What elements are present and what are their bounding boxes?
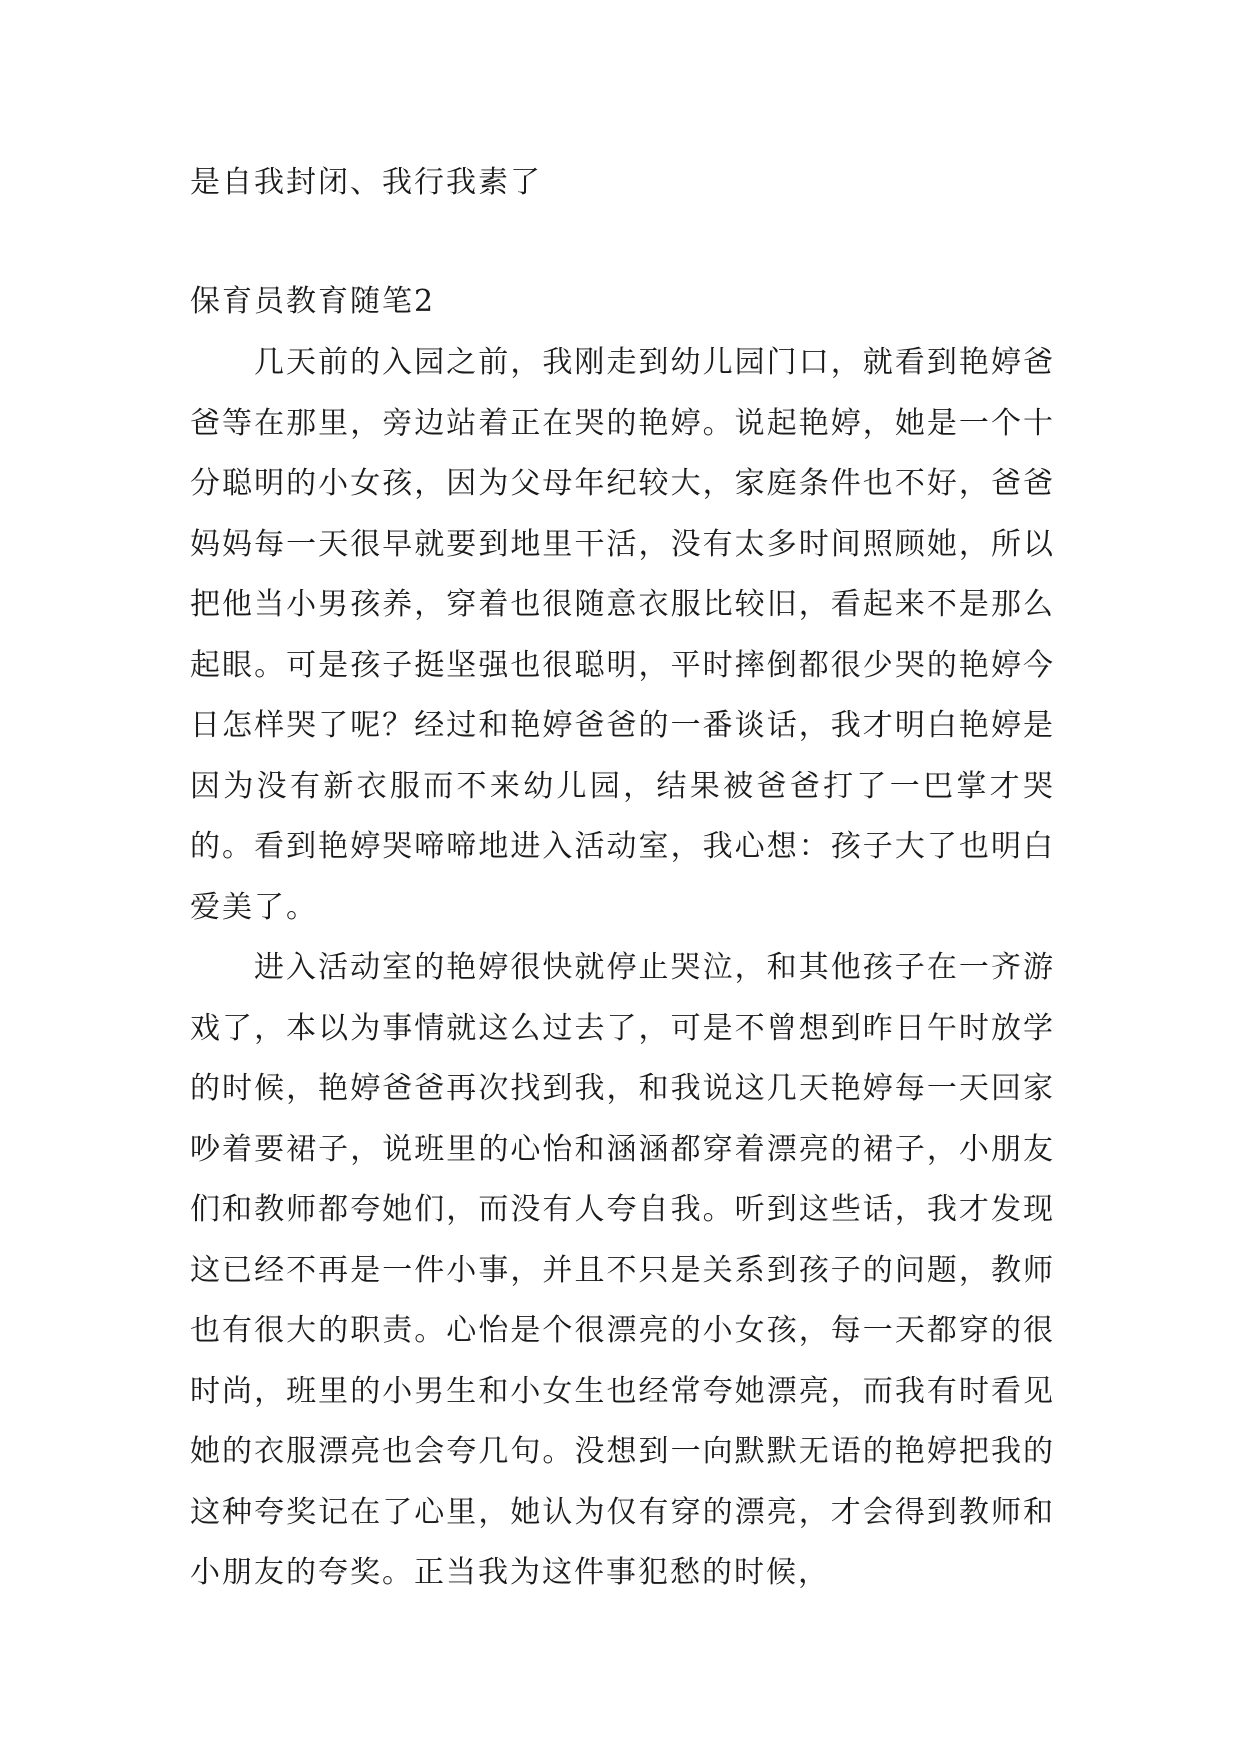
paragraph-1: 几天前的入园之前，我刚走到幼儿园门口，就看到艳婷爸爸等在那里，旁边站着正在哭的艳婷。说起艳婷，她是一个十分聪明的小女孩，因为父母年纪较大，家庭条件也不好，爸爸妈妈每一天很早就要到地里干活，没有太多时间照顾她，所以把他当小男孩养，穿着也很随意衣服比较旧，看起来不是那么起眼。可是孩子挺坚强也很聪明，平时摔倒都很少哭的艳婷今日怎样哭了呢？经过和艳婷爸爸的一番谈话，我才明白艳婷是因为没有新衣服而不来幼儿园，结果被爸爸打了一巴掌才哭的。看到艳婷哭啼啼地进入活动室，我心想：孩子大了也明白爱美了。 <box>190 345 1055 925</box>
section-title: 保育员教育随笔2 <box>190 284 436 319</box>
body-text <box>190 333 1055 1604</box>
paragraph-2: 进入活动室的艳婷很快就停止哭泣，和其他孩子在一齐游戏了，本以为事情就这么过去了，可是不曾想到昨日午时放学的时候，艳婷爸爸再次找到我，和我说这几天艳婷每一天回家吵着要裙子，说班里的心怡和涵涵都穿着漂亮的裙子，小朋友们和教师都夸她们，而没有人夸自我。听到这些话，我才发现这已经不再是一件小事，并且不只是关系到孩子的问题，教师也有很大的职责。心怡是个很漂亮的小女孩，每一天都穿的很时尚，班里的小男生和小女生也经常夸她漂亮，而我有时看见她的衣服漂亮也会夸几句。没想到一向默默无语的艳婷把我的这种夸奖记在了心里，她认为仅有穿的漂亮，才会得到教师和小朋友的夸奖。正当我为这件事犯愁的时候， <box>190 950 1055 1590</box>
continuation-text: 是自我封闭、我行我素了 <box>190 165 542 200</box>
